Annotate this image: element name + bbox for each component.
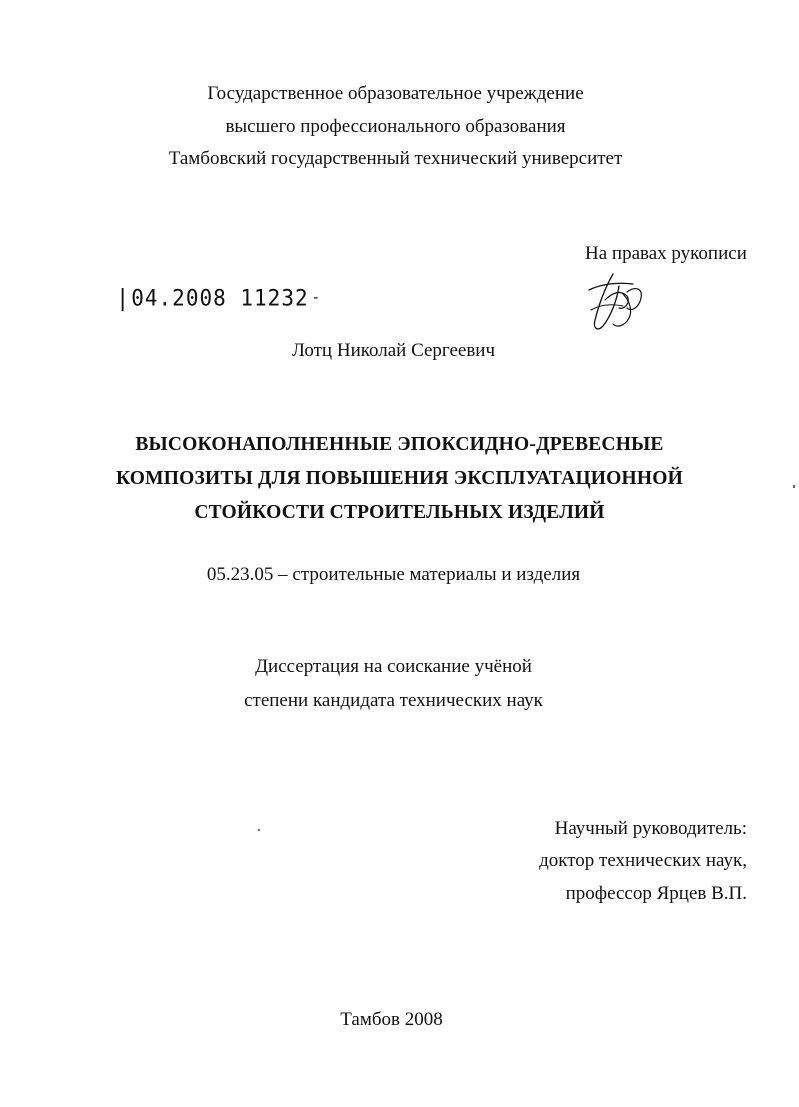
rights-note: На правах рукописи (585, 243, 747, 264)
title-line-1: ВЫСОКОНАПОЛНЕННЫЕ ЭПОКСИДНО-ДРЕВЕСНЫЕ (135, 434, 664, 455)
supervisor-degree: доктор технических наук, (539, 850, 747, 871)
institution-line-2: высшего профессионального образования (225, 116, 566, 137)
dissertation-type-line-2: степени кандидата технических наук (244, 690, 543, 711)
specialty-code: 05.23.05 – строительные материалы и изделия (206, 564, 581, 585)
institution-line-3: Тамбовский государственный технический университет (168, 148, 623, 169)
scan-speck (258, 829, 260, 831)
dissertation-title (0, 428, 799, 530)
scan-edge-mark (793, 485, 795, 488)
author-name: Лотц Николай Сергеевич (291, 340, 496, 361)
city-year: Тамбов 2008 (340, 1009, 443, 1030)
dissertation-type-line-1: Диссертация на соискание учёной (255, 656, 532, 677)
supervisor-name: профессор Ярцев В.П. (565, 883, 747, 904)
title-line-2: КОМПОЗИТЫ ДЛЯ ПОВЫШЕНИЯ ЭКСПЛУАТАЦИОННОЙ (115, 468, 684, 489)
institution-line-1: Государственное образовательное учреждение (207, 83, 584, 104)
stamp-number-text: 04.2008 11232 (131, 285, 309, 311)
library-stamp-number: |04.2008 11232 - (116, 285, 322, 312)
title-line-3: СТОЙКОСТИ СТРОИТЕЛЬНЫХ ИЗДЕЛИЙ (194, 502, 605, 523)
handwritten-signature (583, 270, 653, 336)
supervisor-label: Научный руководитель: (554, 818, 747, 839)
